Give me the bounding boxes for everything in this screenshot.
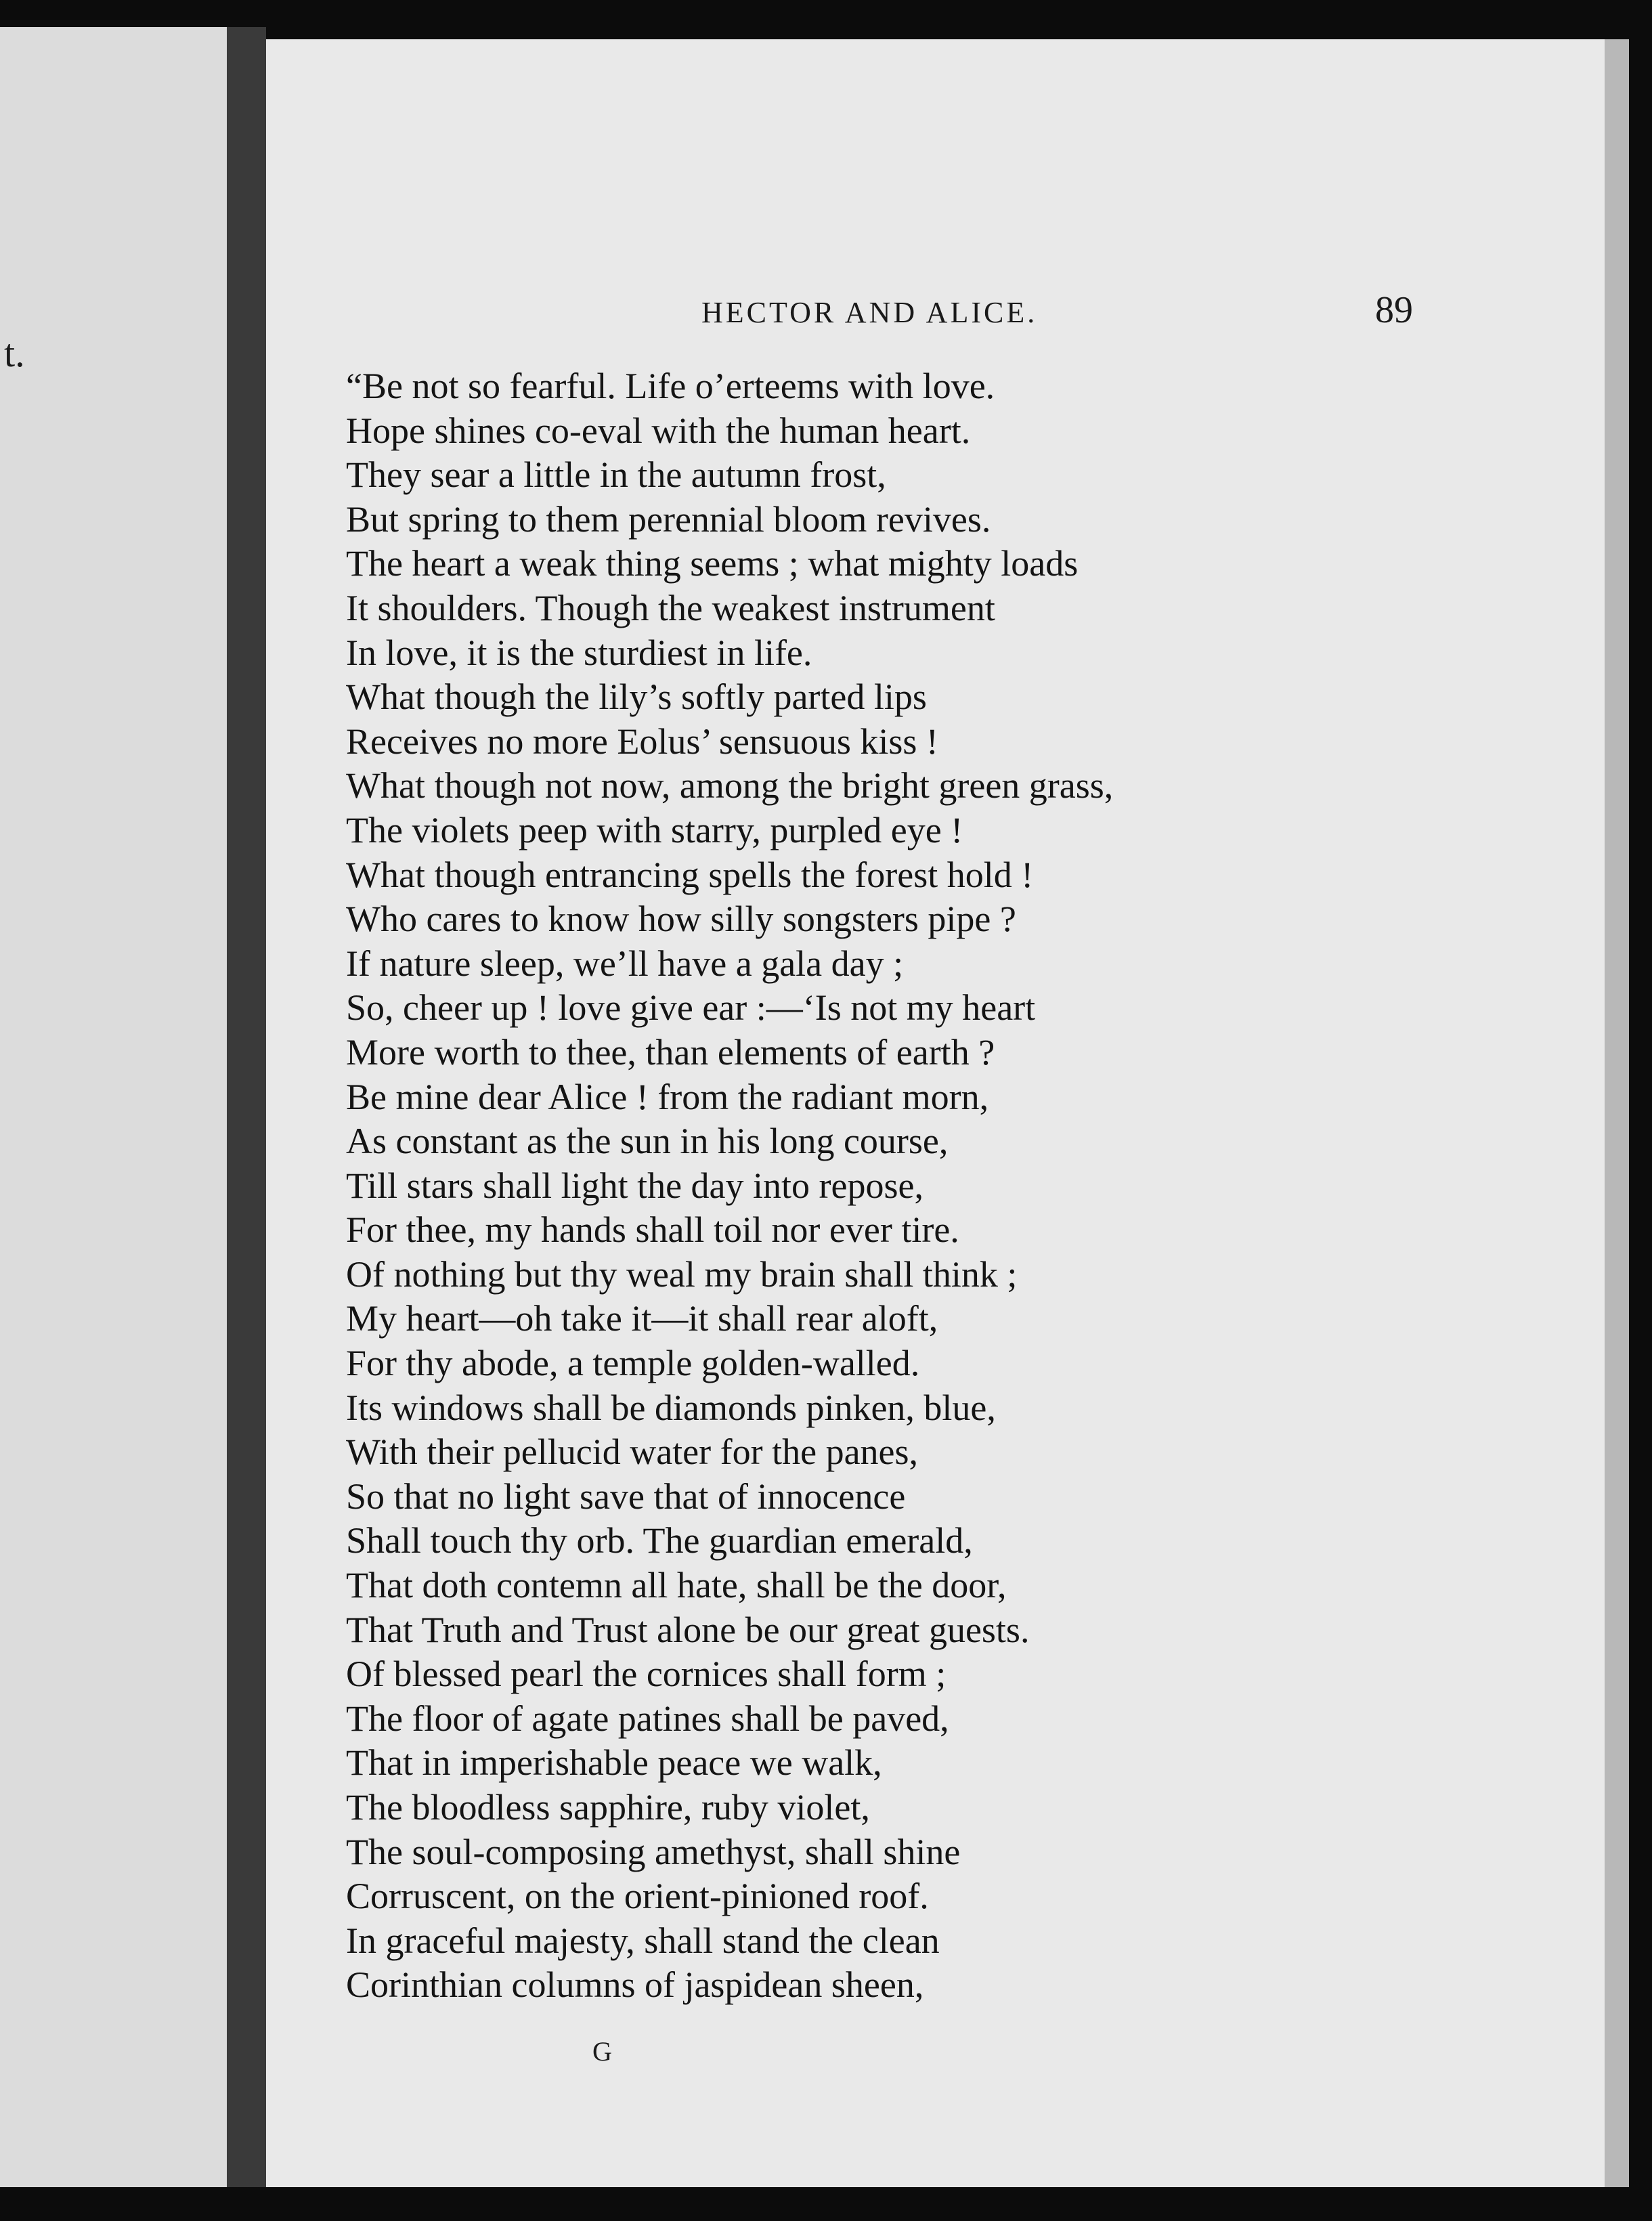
poem-line: My heart—oh take it—it shall rear aloft, <box>346 1298 938 1339</box>
poem-body <box>346 364 1578 2008</box>
page-edge <box>1605 39 1629 2187</box>
poem-line: It shoulders. Though the weakest instrument <box>346 587 995 628</box>
poem-line: That Truth and Trust alone be our great guests. <box>346 1609 1030 1650</box>
poem-line: What though the lily’s softly parted lips <box>346 676 927 718</box>
poem-line: Be mine dear Alice ! from the radiant morn, <box>346 1076 989 1117</box>
signature-mark: G <box>592 2036 612 2067</box>
poem-line: What though not now, among the bright green grass, <box>346 765 1114 806</box>
poem-line: Of nothing but thy weal my brain shall think ; <box>346 1253 1018 1295</box>
poem-line: Till stars shall light the day into repose, <box>346 1165 923 1206</box>
poem-line: The floor of agate patines shall be paved, <box>346 1698 949 1739</box>
poem-line: With their pellucid water for the panes, <box>346 1431 919 1473</box>
book-gutter <box>227 27 266 2187</box>
poem-line: Receives no more Eolus’ sensuous kiss ! <box>346 720 938 762</box>
poem-line: That doth contemn all hate, shall be the door, <box>346 1565 1007 1606</box>
poem-line: For thy abode, a temple golden-walled. <box>346 1343 920 1384</box>
poem-line: The bloodless sapphire, ruby violet, <box>346 1787 870 1828</box>
poem-line: Of blessed pearl the cornices shall form ; <box>346 1654 947 1695</box>
poem-line: Shall touch thy orb. The guardian emerald, <box>346 1520 973 1561</box>
poem-line: That in imperishable peace we walk, <box>346 1742 882 1784</box>
poem-line: More worth to thee, than elements of earth ? <box>346 1031 995 1073</box>
poem-line: Hope shines co-eval with the human heart. <box>346 410 971 451</box>
poem-line: Who cares to know how silly songsters pipe ? <box>346 899 1016 940</box>
facing-page-edge-text: t. <box>4 331 25 375</box>
poem-line: What though entrancing spells the forest hold ! <box>346 854 1034 895</box>
book-page <box>266 39 1605 2187</box>
poem-line: So that no light save that of innocence <box>346 1475 906 1517</box>
poem-line: The soul-composing amethyst, shall shine <box>346 1831 961 1872</box>
poem-line: The heart a weak thing seems ; what mighty loads <box>346 543 1079 584</box>
poem-line: In love, it is the sturdiest in life. <box>346 632 812 673</box>
poem-line: Corinthian columns of jaspidean sheen, <box>346 1964 924 2006</box>
poem-line: For thee, my hands shall toil nor ever tire. <box>346 1209 959 1251</box>
facing-page <box>0 27 227 2187</box>
poem-line: If nature sleep, we’ll have a gala day ; <box>346 943 904 984</box>
running-head: HECTOR AND ALICE. <box>701 296 1038 329</box>
poem-line: “Be not so fearful. Life o’erteems with love. <box>346 366 995 406</box>
poem-line: Corruscent, on the orient-pinioned roof. <box>346 1876 929 1917</box>
poem-line: As constant as the sun in his long course, <box>346 1121 949 1162</box>
poem-line: Its windows shall be diamonds pinken, blue, <box>346 1387 996 1428</box>
poem-line: They sear a little in the autumn frost, <box>346 454 886 496</box>
poem-line: But spring to them perennial bloom revives. <box>346 498 991 540</box>
page-number: 89 <box>1375 289 1413 331</box>
poem-line: In graceful majesty, shall stand the clean <box>346 1920 940 1961</box>
poem-line: So, cheer up ! love give ear :—‘Is not my heart <box>346 987 1036 1029</box>
poem-line: The violets peep with starry, purpled eye ! <box>346 809 963 850</box>
